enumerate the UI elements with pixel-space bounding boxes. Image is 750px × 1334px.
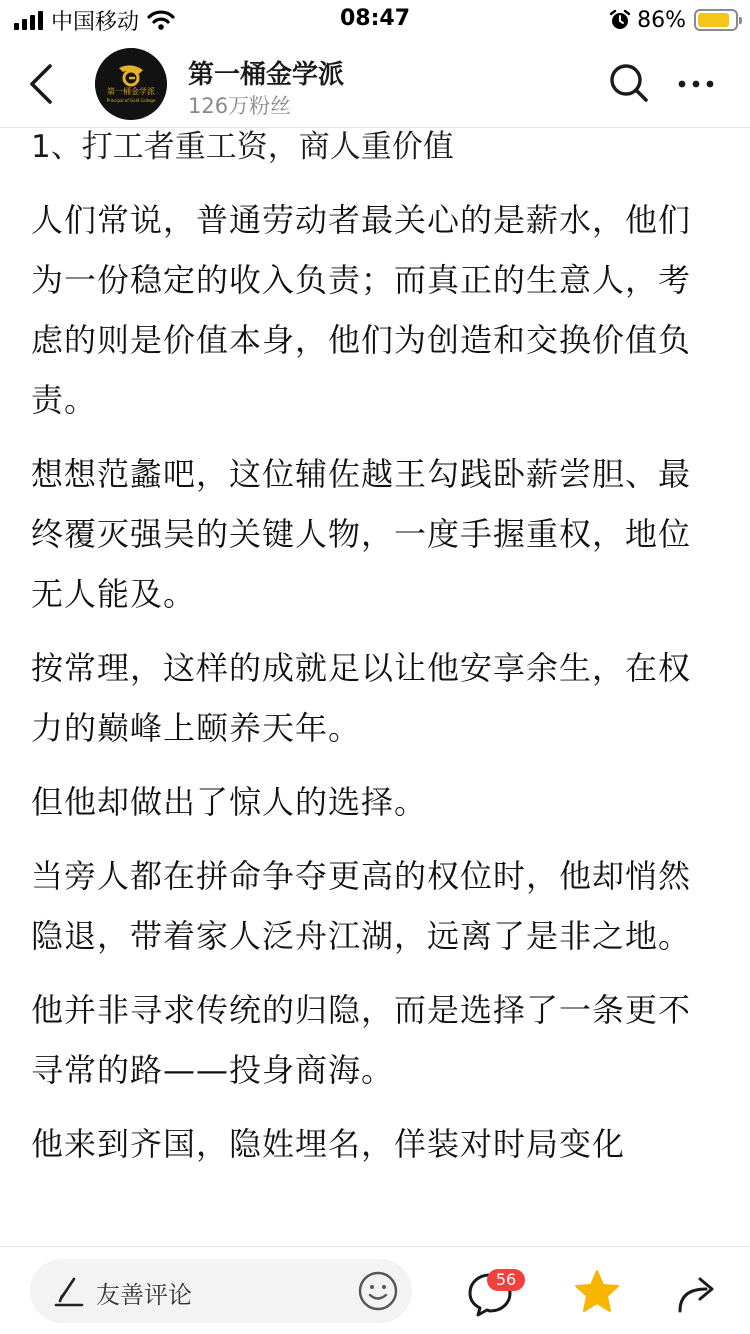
comment-count-badge: 56 bbox=[487, 1269, 525, 1291]
avatar-logo-subtext: Principal of Gold College bbox=[106, 98, 156, 103]
more-icon bbox=[676, 64, 716, 104]
status-bar bbox=[0, 0, 750, 40]
search-button[interactable] bbox=[606, 60, 652, 106]
favorite-button[interactable] bbox=[573, 1269, 621, 1315]
emoji-icon[interactable] bbox=[357, 1270, 399, 1312]
section-heading: 1、打工者重工资，商人重价值 bbox=[31, 129, 454, 165]
article-paragraph: 他并非寻求传统的归隐，而是选择了一条更不寻常的路——投身商海。 bbox=[31, 991, 692, 1089]
battery-level-fill bbox=[698, 13, 729, 27]
channel-name[interactable]: 第一桶金学派 bbox=[188, 60, 345, 90]
article-paragraph: 但他却做出了惊人的选择。 bbox=[31, 783, 428, 821]
battery-icon bbox=[694, 9, 738, 31]
back-icon bbox=[22, 60, 62, 108]
share-button[interactable] bbox=[676, 1271, 720, 1315]
avatar-logo-text: 第一桶金学派 bbox=[107, 87, 155, 96]
star-icon bbox=[573, 1269, 621, 1315]
comment-input[interactable] bbox=[30, 1259, 412, 1323]
share-icon bbox=[676, 1271, 720, 1315]
status-time: 08:47 bbox=[339, 6, 411, 31]
status-right bbox=[609, 6, 738, 34]
channel-logo bbox=[95, 48, 167, 120]
article-body bbox=[31, 124, 721, 1246]
article-paragraph: 当旁人都在拼命争夺更高的权位时，他却悄然隐退，带着家人泛舟江湖，远离了是非之地。 bbox=[31, 857, 692, 955]
article-paragraph: 想想范蠡吧，这位辅佐越王勾践卧薪尝胆、最终覆灭强吴的关键人物，一度手握重权，地位无人能及。 bbox=[31, 455, 692, 613]
battery-percent: 86% bbox=[637, 7, 686, 33]
alarm-icon bbox=[609, 9, 631, 31]
article-header bbox=[0, 40, 750, 128]
article-paragraph: 按常理，这样的成就足以让他安享余生，在权力的巅峰上颐养天年。 bbox=[31, 649, 692, 747]
article-paragraph: 人们常说，普通劳动者最关心的是薪水，他们为一份稳定的收入负责；而真正的生意人，考虑的则是价值本身，他们为创造和交换价值负责。 bbox=[31, 201, 692, 419]
comment-placeholder: 友善评论 bbox=[96, 1281, 192, 1309]
bottom-action-bar bbox=[0, 1246, 750, 1334]
pencil-icon bbox=[54, 1275, 84, 1307]
carrier-label: 中国移动 bbox=[51, 9, 140, 35]
back-button[interactable] bbox=[22, 60, 62, 108]
follower-count: 126万粉丝 bbox=[188, 94, 292, 118]
more-button[interactable] bbox=[676, 64, 716, 104]
channel-avatar[interactable] bbox=[95, 48, 167, 120]
search-icon bbox=[606, 60, 652, 106]
article-paragraph: 他来到齐国，隐姓埋名，佯装对时局变化 bbox=[31, 1125, 626, 1163]
